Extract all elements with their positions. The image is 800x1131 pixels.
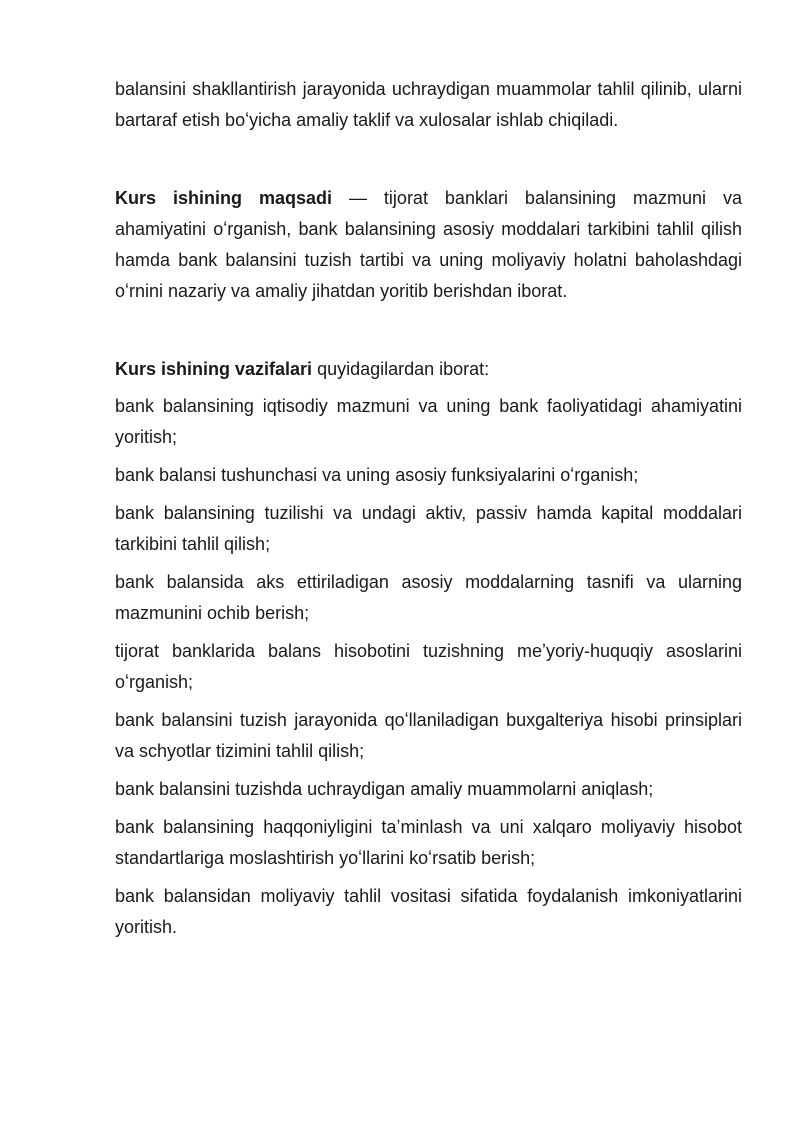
task-item: bank balansini tuzish jarayonida qoʻllaniladigan buxgalteriya hisobi prinsiplari va schyotlar tizimini tahlil qilish;: [115, 710, 742, 761]
tasks-intro-text: quyidagilardan iborat:: [312, 359, 490, 379]
document-page: [115, 74, 742, 943]
goal-paragraph: [115, 183, 742, 307]
tasks-heading-paragraph: [115, 354, 742, 385]
goal-text: — tijorat banklari balansining mazmuni va ahamiyatini oʻrganish, bank balansining asosiy moddalari tarkibini tahlil qilish hamda bank balansini tuzish tartibi va uning moliyaviy holatni baholashdagi oʻrnini nazariy va amaliy jihatdan yoritib berishdan iborat.: [115, 188, 742, 301]
tasks-label: Kurs ishining vazifalari: [115, 359, 313, 379]
tasks-list: [115, 391, 742, 943]
task-item: bank balansidan moliyaviy tahlil vositasi sifatida foydalanish imkoniyatlarini yoritish.: [115, 886, 742, 937]
task-item: tijorat banklarida balans hisobotini tuzishning meʼyoriy-huquqiy asoslarini oʻrganish;: [115, 641, 742, 692]
task-item: bank balansining haqqoniyligini taʼminlash va uni xalqaro moliyaviy hisobot standartlariga moslashtirish yoʻllarini koʻrsatib berish;: [115, 817, 742, 868]
task-item: bank balansida aks ettiriladigan asosiy moddalarning tasnifi va ularning mazmunini ochib berish;: [115, 572, 742, 623]
task-item: bank balansining tuzilishi va undagi aktiv, passiv hamda kapital moddalari tarkibini tahlil qilish;: [115, 503, 742, 554]
task-item: bank balansi tushunchasi va uning asosiy funksiyalarini oʻrganish;: [115, 465, 639, 485]
goal-label: Kurs ishining maqsadi: [115, 188, 332, 208]
task-item: bank balansini tuzishda uchraydigan amaliy muammolarni aniqlash;: [115, 779, 654, 799]
intro-paragraph: balansini shakllantirish jarayonida uchraydigan muammolar tahlil qilinib, ularni bartaraf etish boʻyicha amaliy taklif va xulosalar ishlab chiqiladi.: [115, 79, 742, 130]
task-item: bank balansining iqtisodiy mazmuni va uning bank faoliyatidagi ahamiyatini yoritish;: [115, 396, 742, 447]
